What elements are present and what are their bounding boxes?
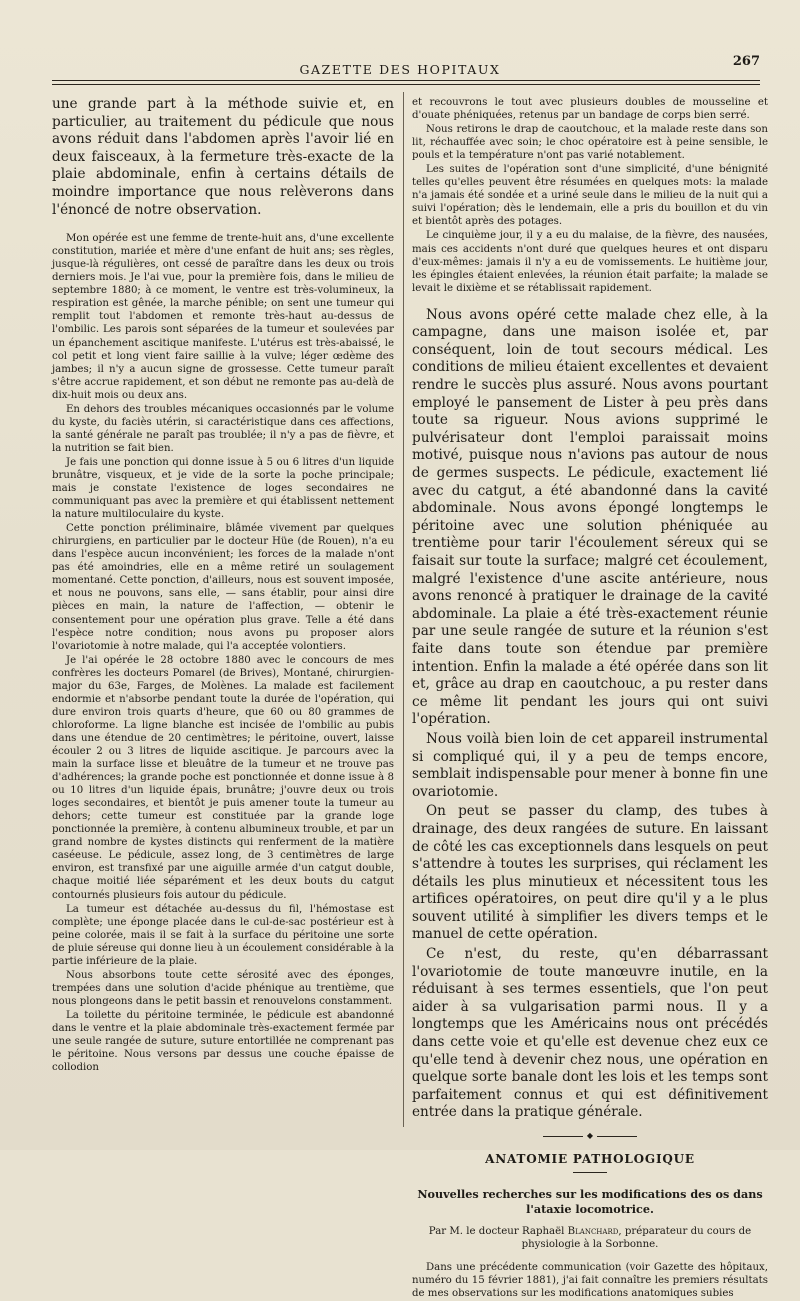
case-paragraph: En dehors des troubles mécaniques occasionnés par le volume du kyste, du faciès utérin, si caractéristique dans ces affections, la santé générale ne paraît pas troublée; il n'y a pas de fièvre, et la nutrition se fait bien. xyxy=(52,403,394,454)
title-rule xyxy=(573,1172,607,1173)
discussion-paragraph: Nous voilà bien loin de cet appareil instrumental si compliqué qui, il y a peu de temps encore, semblait indispensable pour mener à bonne fin une ovariotomie. xyxy=(412,730,768,800)
case-paragraph: Cette ponction préliminaire, blâmée vivement par quelques chirurgiens, en particulier par le docteur Hüe (de Rouen), n'a eu dans l'espèce aucun inconvénient; les forces de la malade n'ont pas été amoindries, elle en a même retiré un soulagement momentané. Cette ponction, d'ailleurs, nous est souvent imposée, et nous ne pouvons, sans elle, — sans établir, pour ainsi dire pièces en main, la nature de l'affection, — obtenir le consentement pour une opération plus grave. Telle a été dans l'espèce notre condition; nous avons pu proposer alors l'ovariotomie à notre malade, qui l'a acceptée volontiers. xyxy=(52,523,394,652)
left-column xyxy=(52,96,394,1075)
byline-suffix: , préparateur du cours de physiologie à la Sorbonne. xyxy=(521,1226,752,1251)
followup-paragraph: Le cinquième jour, il y a eu du malaise, de la fièvre, des nausées, mais ces accidents n'ont duré que quelques heures et ont disparu d'eux-mêmes: jamais il n'y a eu de vomissements. Le huitième jour, les épingles étaient enlevées, la réunion était parfaite; la malade se levait le dixième et se rétablissait rapidement. xyxy=(412,230,768,294)
discussion-paragraph: Ce n'est, du reste, qu'en débarrassant l'ovariotomie de toute manœuvre inutile, en la réduisant à ses termes essentiels, que l'on peut aider à sa vulgarisation parmi nous. Il y a longtemps que les Américains nous ont précédés dans cette voie et qu'elle est devenue chez eux ce qu'elle tend à devenir chez nous, une opération en quelque sorte banale dont les lois et les temps sont parfaitement connus et qui est définitivement entrée dans la pratique générale. xyxy=(412,946,768,1121)
article-byline xyxy=(412,1225,768,1251)
discussion-paragraph: Nous avons opéré cette malade chez elle, à la campagne, dans une maison isolée et, par conséquent, loin de tout secours médical. Les conditions de milieu étaient excellentes et devaient rendre le succès plus assuré. Nous avons pourtant employé le pansement de Lister à peu près dans toute sa rigueur. Nous avions supprimé le pulvérisateur dont l'emploi paraissait moins motivé, puisque nous n'avions pas autour de nous de germes suspects. Le pédicule, exactement lié avec du catgut, a été abandonné dans la cavité abdominale. Nous avons épongé longtemps le péritoine avec une solution phéniquée au trentième pour tarir l'écoulement séreux qui se faisait sur toute la surface; malgré cet écoulement, malgré l'existence d'une ascite antérieure, nous avons renoncé à pratiquer le drainage de la cavité abdominale. La plaie a été très-exactement réunie par une seule rangée de suture et la réunion s'est faite dans toute son étendue par première intention. Enfin la malade a été opérée dans son lit et, grâce au drap en caoutchouc, a pu rester dans ce même lit pendant les jours qui ont suivi l'opération. xyxy=(412,306,768,728)
right-column xyxy=(412,96,768,1301)
intro-paragraph: une grande part à la méthode suivie et, en particulier, au traitement du pédicule que nous avons réduit dans l'abdomen après l'avoir lié en deux faisceaux, à la fermeture très-exacte de la plaie abdominale, enfin à certains détails de moindre importance que nous relèverons dans l'énoncé de notre observation. xyxy=(52,96,394,218)
byline-prefix: Par M. le docteur Raphaël xyxy=(428,1226,565,1238)
article-title: Nouvelles recherches sur les modifications des os dans l'ataxie locomotrice. xyxy=(417,1187,763,1217)
case-paragraph: Nous absorbons toute cette sérosité avec des éponges, trempées dans une solution d'acide phénique au trentième, que nous plongeons dans le petit bassin et renouvelons constamment. xyxy=(52,969,394,1007)
header-rule xyxy=(52,80,760,81)
followup-paragraph: Nous retirons le drap de caoutchouc, et la malade reste dans son lit, réchauffée avec soin; le choc opératoire est à peine sensible, le pouls et la température n'ont pas varié notablement. xyxy=(412,124,768,162)
case-paragraph: La tumeur est détachée au-dessus du fil, l'hémostase est complète; une éponge placée dans le cul-de-sac postérieur est à peine colorée, mais il se fait à la surface du péritoine une sorte de pluie séreuse qui donne lieu à un écoulement considérable à la partie inférieure de la plaie. xyxy=(52,903,394,967)
section-title: ANATOMIE PATHOLOGIQUE xyxy=(485,1152,695,1167)
running-title: GAZETTE DES HOPITAUX xyxy=(299,62,501,77)
header-rule-thin xyxy=(52,84,760,85)
case-paragraph: Je fais une ponction qui donne issue à 5 ou 6 litres d'un liquide brunâtre, visqueux, et je vide de la sorte la poche principale; mais je constate l'existence de loges secondaires ne communiquant pas avec la première et qui établissent nettement la nature multiloculaire du kyste. xyxy=(52,456,394,521)
article-paragraph: Dans une précédente communication (voir Gazette des hôpitaux, numéro du 15 février 1881), j'ai fait connaître les premiers résultats de mes observations sur les modifications anatomiques subies xyxy=(412,1262,768,1300)
page-header xyxy=(40,52,760,80)
case-paragraph: Je l'ai opérée le 28 octobre 1880 avec le concours de mes confrères les docteurs Pomarel (de Brives), Montané, chirurgien-major du 63e, Farges, de Molènes. La malade est facilement endormie et n'absorbe pendant toute la durée de l'opération, qui dure environ trois quarts d'heure, que 60 ou 80 grammes de chloroforme. La ligne blanche est incisée de l'ombilic au pubis dans une étendue de 20 centimètres; le péritoine, ouvert, laisse écouler 2 ou 3 litres de liquide ascitique. Je parcours avec la main la surface lisse et bleuâtre de la tumeur et ne trouve pas d'adhérences; la grande poche est ponctionnée et donne issue à 8 ou 10 litres d'un liquide épais, brunâtre; j'ouvre deux ou trois loges secondaires, et bientôt je puis amener toute la tumeur au dehors; cette tumeur est constituée par la grande loge ponctionnée la première, à contenu albumineux trouble, et par un grand nombre de kystes distincts qui renferment de la matière caséeuse. Le pédicule, assez long, de 3 centimètres de large environ, est transfixé par une aiguille armée d'un catgut double, chaque moitié liée séparément et les deux bouts du catgut contournés plusieurs fois autour du pédicule. xyxy=(52,654,394,901)
column-divider xyxy=(403,92,404,1127)
discussion-paragraph: On peut se passer du clamp, des tubes à drainage, des deux rangées de suture. En laissant de côté les cas exceptionnels dans lesquels on peut s'attendre à toutes les surprises, qui réclament les détails les plus minutieux et nécessitent tous les artifices opératoires, on peut dire qu'il y a le plus souvent utilité à simplifier les divers temps et le manuel de cette opération. xyxy=(412,803,768,943)
page-number: 267 xyxy=(732,54,760,69)
case-paragraph: La toilette du péritoine terminée, le pédicule est abandonné dans le ventre et la plaie abdominale très-exactement fermée par une seule rangée de suture, suture entortillée ne comprenant pas le péritoine. Nous versons par dessus une couche épaisse de collodion xyxy=(52,1009,394,1074)
followup-paragraph: Les suites de l'opération sont d'une simplicité, d'une bénignité telles qu'elles peuvent être résumées en quelques mots: la malade n'a jamais été sondée et a uriné seule dans le milieu de la nuit qui a suivi l'opération; dès le lendemain, elle a pris du bouillon et du vin et bientôt après des potages. xyxy=(412,164,768,228)
followup-paragraph: et recouvrons le tout avec plusieurs doubles de mousseline et d'ouate phéniquées, retenus par un bandage de corps bien serré. xyxy=(412,97,768,122)
author-name: Blanchard xyxy=(567,1226,619,1238)
case-paragraph: Mon opérée est une femme de trente-huit ans, d'une excellente constitution, mariée et mère d'une enfant de huit ans; ses règles, jusque-là régulières, ont cessé de paraître dans les deux ou trois derniers mois. Je l'ai vue, pour la première fois, dans le milieu de septembre 1880; à ce moment, le ventre est très-volumineux, la respiration est gênée, la marche pénible; on sent une tumeur qui remplit tout l'abdomen et remonte très-haut au-dessus de l'ombilic. Les parois sont séparées de la tumeur et soulevées par un épanchement ascitique manifeste. L'utérus est très-abaissé, le col petit et long vient faire saillie à la vulve; léger œdème des jambes; il n'y a aucun signe de grossesse. Cette tumeur paraît s'être accrue rapidement, et son début ne remonte pas au-delà de dix-huit mois ou deux ans. xyxy=(52,233,394,401)
section-separator: ◆ xyxy=(412,1132,768,1140)
